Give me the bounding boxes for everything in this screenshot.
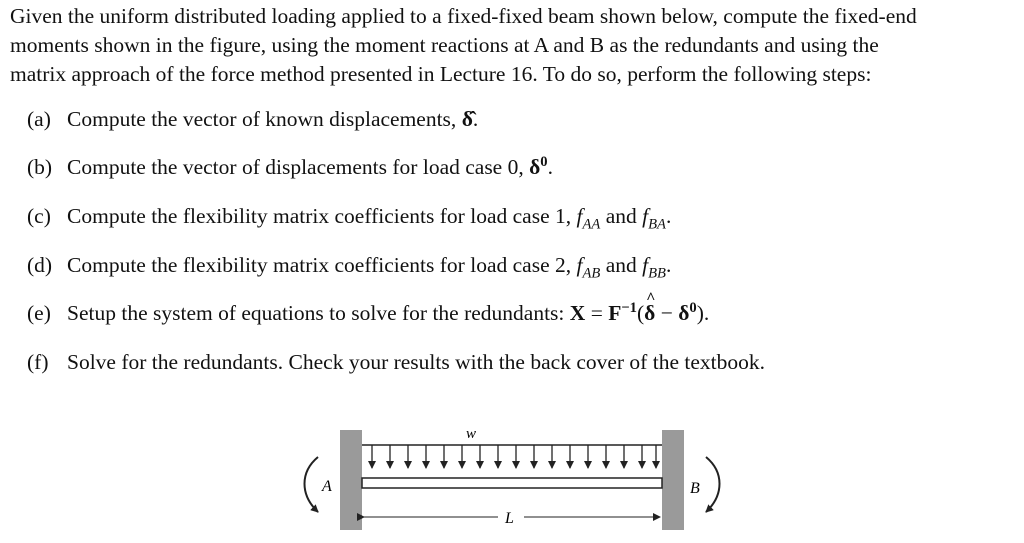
step-end: . bbox=[703, 301, 710, 325]
distributed-load-arrows bbox=[372, 445, 656, 468]
inverse-sup: −1 bbox=[621, 299, 637, 316]
right-wall bbox=[662, 430, 684, 530]
subscript: AB bbox=[582, 265, 601, 282]
step-label: (c) bbox=[27, 204, 51, 228]
delta-hat: δ̂ bbox=[461, 107, 473, 131]
subscript: BA bbox=[648, 216, 666, 233]
intro-line-2: moments shown in the figure, using the moment reactions at A and B as the redundants and using the bbox=[10, 33, 879, 57]
paren-open: ( bbox=[636, 301, 645, 325]
delta-hat: ^ δ bbox=[644, 301, 655, 326]
moment-arrow-a bbox=[305, 457, 319, 512]
step-end: . bbox=[665, 204, 672, 228]
span-label: L bbox=[505, 510, 514, 527]
step-text: Compute the vector of displacements for load case 0, bbox=[67, 155, 530, 179]
superscript: 0 bbox=[540, 153, 548, 170]
step-end: . bbox=[547, 155, 553, 179]
label-b: B bbox=[690, 480, 700, 497]
step-text: Solve for the redundants. Check your results with the back cover of the textbook. bbox=[67, 350, 765, 374]
intro-line-3: matrix approach of the force method presented in Lecture 16. To do so, perform the following steps: bbox=[10, 62, 872, 86]
step-text: Compute the flexibility matrix coefficients for load case 1, bbox=[67, 204, 577, 228]
step-label: (d) bbox=[27, 253, 53, 277]
label-a: A bbox=[322, 478, 332, 495]
flex-symbol: f bbox=[576, 253, 583, 277]
intro-line-1: Given the uniform distributed loading applied to a fixed-fixed beam shown below, compute the fixed-end bbox=[10, 4, 917, 28]
equals: = bbox=[585, 301, 609, 325]
load-label: w bbox=[466, 426, 477, 442]
vector-x: X bbox=[569, 301, 586, 325]
step-label: (b) bbox=[27, 155, 53, 179]
superscript: 0 bbox=[689, 299, 697, 316]
step-text: Setup the system of equations to solve for the redundants: bbox=[67, 301, 570, 325]
left-wall bbox=[340, 430, 362, 530]
step-label: (a) bbox=[27, 107, 51, 131]
delta-symbol: δ bbox=[529, 155, 541, 179]
subscript: BB bbox=[648, 265, 666, 282]
flex-symbol: f bbox=[642, 253, 649, 277]
step-text: Compute the flexibility matrix coefficients for load case 2, bbox=[67, 253, 577, 277]
step-joiner: and bbox=[600, 253, 643, 277]
subscript: AA bbox=[582, 216, 601, 233]
moment-arrow-b bbox=[706, 457, 720, 512]
flex-symbol: f bbox=[576, 204, 583, 228]
step-label: (f) bbox=[27, 350, 49, 374]
minus: − bbox=[655, 301, 679, 325]
step-text: Compute the vector of known displacements, bbox=[67, 107, 462, 131]
flex-symbol: f bbox=[642, 204, 649, 228]
paren-close: ) bbox=[696, 301, 704, 325]
step-label: (e) bbox=[27, 301, 51, 325]
beam bbox=[362, 478, 662, 488]
step-joiner: and bbox=[600, 204, 643, 228]
step-end: . bbox=[665, 253, 672, 277]
delta-symbol: δ bbox=[678, 301, 690, 325]
step-end: . bbox=[472, 107, 479, 131]
matrix-f: F bbox=[608, 301, 622, 325]
